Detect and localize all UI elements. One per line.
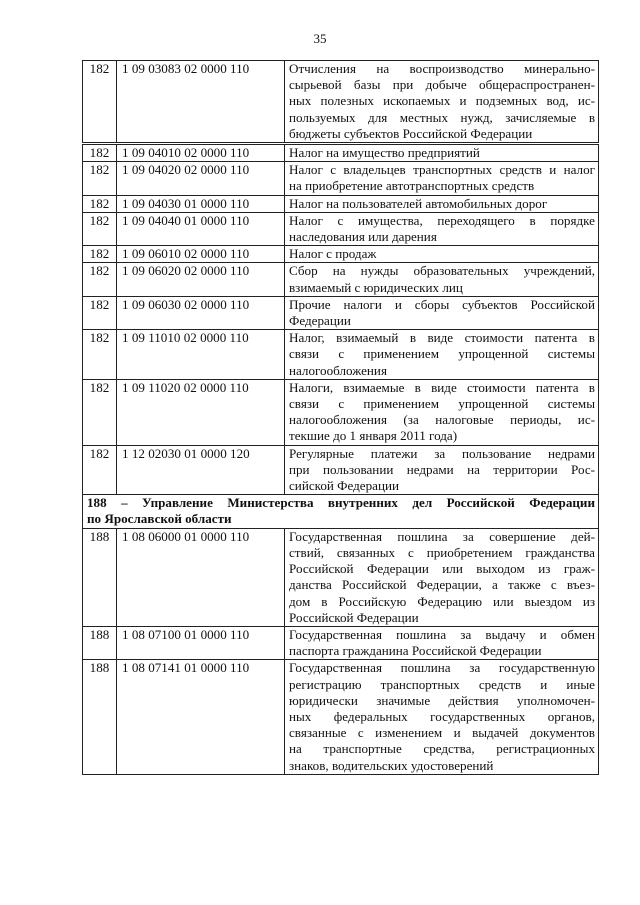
description-line: связи с применением упрощенной системы [289, 346, 595, 362]
description-line: сийской Федерации [289, 478, 399, 494]
admin-code-cell: 182 [83, 330, 117, 380]
description-line: Регулярные платежи за пользование недрами [289, 445, 595, 461]
table-row [83, 379, 599, 445]
description-line: Прочие налоги и сборы субъектов Российской [289, 296, 595, 312]
description-line: бюджеты субъектов Российской Федерации [289, 125, 533, 141]
description-line: на приобретение автотранспортных средств [289, 178, 535, 194]
description-line: Налог с имущества, переходящего в порядке [289, 212, 595, 228]
admin-code-cell: 188 [83, 626, 117, 659]
description-line: юридически значимые действия уполномочен- [289, 692, 595, 708]
description-line: Налог на имущество предприятий [289, 145, 480, 161]
description-line: при пользовании недрами на территории Рос- [289, 461, 595, 477]
budget-code-cell: 1 12 02030 01 0000 120 [117, 445, 285, 495]
description-cell [285, 195, 599, 212]
section-line: по Ярославской области [87, 511, 232, 527]
section-header-row [83, 495, 599, 528]
budget-code-cell: 1 09 04040 01 0000 110 [117, 212, 285, 245]
description-cell [285, 61, 599, 144]
table-row [83, 296, 599, 329]
budget-code-cell: 1 09 04030 01 0000 110 [117, 195, 285, 212]
description-line: Отчисления на воспроизводство минерально- [289, 61, 595, 76]
description-line: ствий, связанных с приобретением гражданства [289, 544, 595, 560]
admin-code-cell: 182 [83, 61, 117, 144]
budget-code-cell: 1 09 11020 02 0000 110 [117, 379, 285, 445]
description-cell [285, 445, 599, 495]
admin-code-cell: 188 [83, 660, 117, 774]
table-row [83, 144, 599, 162]
table-body-section [83, 495, 599, 528]
description-line: паспорта гражданина Российской Федерации [289, 643, 542, 659]
description-line: ных полезных ископаемых и подземных вод, ис- [289, 93, 595, 109]
description-line: наследования или дарения [289, 229, 437, 245]
description-line: Налоги, взимаемые в виде стоимости патента в [289, 379, 595, 395]
description-line: налогообложения [289, 362, 387, 378]
description-cell [285, 144, 599, 162]
description-line: Налог с продаж [289, 246, 377, 262]
section-header-cell [83, 495, 599, 528]
description-cell [285, 528, 599, 626]
table-row [83, 528, 599, 626]
table-body-bottom [83, 528, 599, 774]
description-cell [285, 296, 599, 329]
table-row [83, 195, 599, 212]
description-line: налогообложения (за налоговые периоды, ис- [289, 412, 595, 428]
admin-code-cell: 182 [83, 379, 117, 445]
admin-code-cell: 182 [83, 263, 117, 296]
description-line: Федерации [289, 313, 351, 329]
admin-code-cell: 182 [83, 162, 117, 195]
description-line: сырьевой базы при добыче общераспространен- [289, 77, 595, 93]
table-row [83, 162, 599, 195]
description-line: Налог с владельцев транспортных средств и налог [289, 162, 595, 178]
table-row [83, 330, 599, 380]
budget-code-cell: 1 08 07100 01 0000 110 [117, 626, 285, 659]
description-cell [285, 162, 599, 195]
description-line: текшие до 1 января 2011 года) [289, 428, 458, 444]
table-row [83, 445, 599, 495]
description-line: Государственная пошлина за совершение дей- [289, 528, 595, 544]
table-row [83, 246, 599, 263]
budget-code-cell: 1 09 06030 02 0000 110 [117, 296, 285, 329]
admin-code-cell: 182 [83, 296, 117, 329]
description-line: Российской Федерации или выходом из граж- [289, 561, 595, 577]
description-line: данства Российской Федерации, а также с въез- [289, 577, 595, 593]
description-cell [285, 379, 599, 445]
table-row [83, 263, 599, 296]
description-line: Государственная пошлина за государственную [289, 660, 595, 676]
description-line: ных федеральных государственных органов, [289, 708, 595, 724]
budget-code-cell: 1 08 07141 01 0000 110 [117, 660, 285, 774]
revenue-codes-table [82, 60, 599, 775]
description-line: взимаемый с юридических лиц [289, 279, 463, 295]
description-cell [285, 660, 599, 774]
description-line: Налог, взимаемый в виде стоимости патента в [289, 330, 595, 346]
admin-code-cell: 182 [83, 445, 117, 495]
description-line: пользуемых для местных нужд, зачисляемые в [289, 109, 595, 125]
description-line: Государственная пошлина за выдачу и обмен [289, 626, 595, 642]
description-line: знаков, водительских удостоверений [289, 757, 494, 773]
description-line: регистрацию транспортных средств и иные [289, 676, 595, 692]
description-line: Сбор на нужды образовательных учреждений, [289, 263, 595, 279]
description-line: на транспортные средства, регистрационных [289, 741, 595, 757]
description-line: Налог на пользователей автомобильных дорог [289, 195, 548, 211]
table-row [83, 212, 599, 245]
budget-code-cell: 1 09 06020 02 0000 110 [117, 263, 285, 296]
budget-code-cell: 1 09 04010 02 0000 110 [117, 144, 285, 162]
description-cell [285, 330, 599, 380]
description-line: связанные с изменением и выдачей документов [289, 725, 595, 741]
table-body-top [83, 61, 599, 495]
description-cell [285, 246, 599, 263]
admin-code-cell: 182 [83, 212, 117, 245]
budget-code-cell: 1 09 04020 02 0000 110 [117, 162, 285, 195]
admin-code-cell: 188 [83, 528, 117, 626]
admin-code-cell: 182 [83, 144, 117, 162]
admin-code-cell: 182 [83, 195, 117, 212]
budget-code-cell: 1 09 06010 02 0000 110 [117, 246, 285, 263]
budget-code-cell: 1 08 06000 01 0000 110 [117, 528, 285, 626]
budget-code-cell: 1 09 03083 02 0000 110 [117, 61, 285, 144]
table-row [83, 61, 599, 144]
table-row [83, 660, 599, 774]
description-cell [285, 263, 599, 296]
description-line: дом в Российскую Федерацию или выездом из [289, 593, 595, 609]
description-cell [285, 212, 599, 245]
admin-code-cell: 182 [83, 246, 117, 263]
description-line: Российской Федерации [289, 609, 419, 625]
description-cell [285, 626, 599, 659]
section-line: 188 – Управление Министерства внутренних дел Российской Федерации [87, 495, 595, 511]
page-number: 35 [313, 31, 327, 46]
description-line: связи с применением упрощенной системы [289, 396, 595, 412]
budget-code-cell: 1 09 11010 02 0000 110 [117, 330, 285, 380]
table-row [83, 626, 599, 659]
